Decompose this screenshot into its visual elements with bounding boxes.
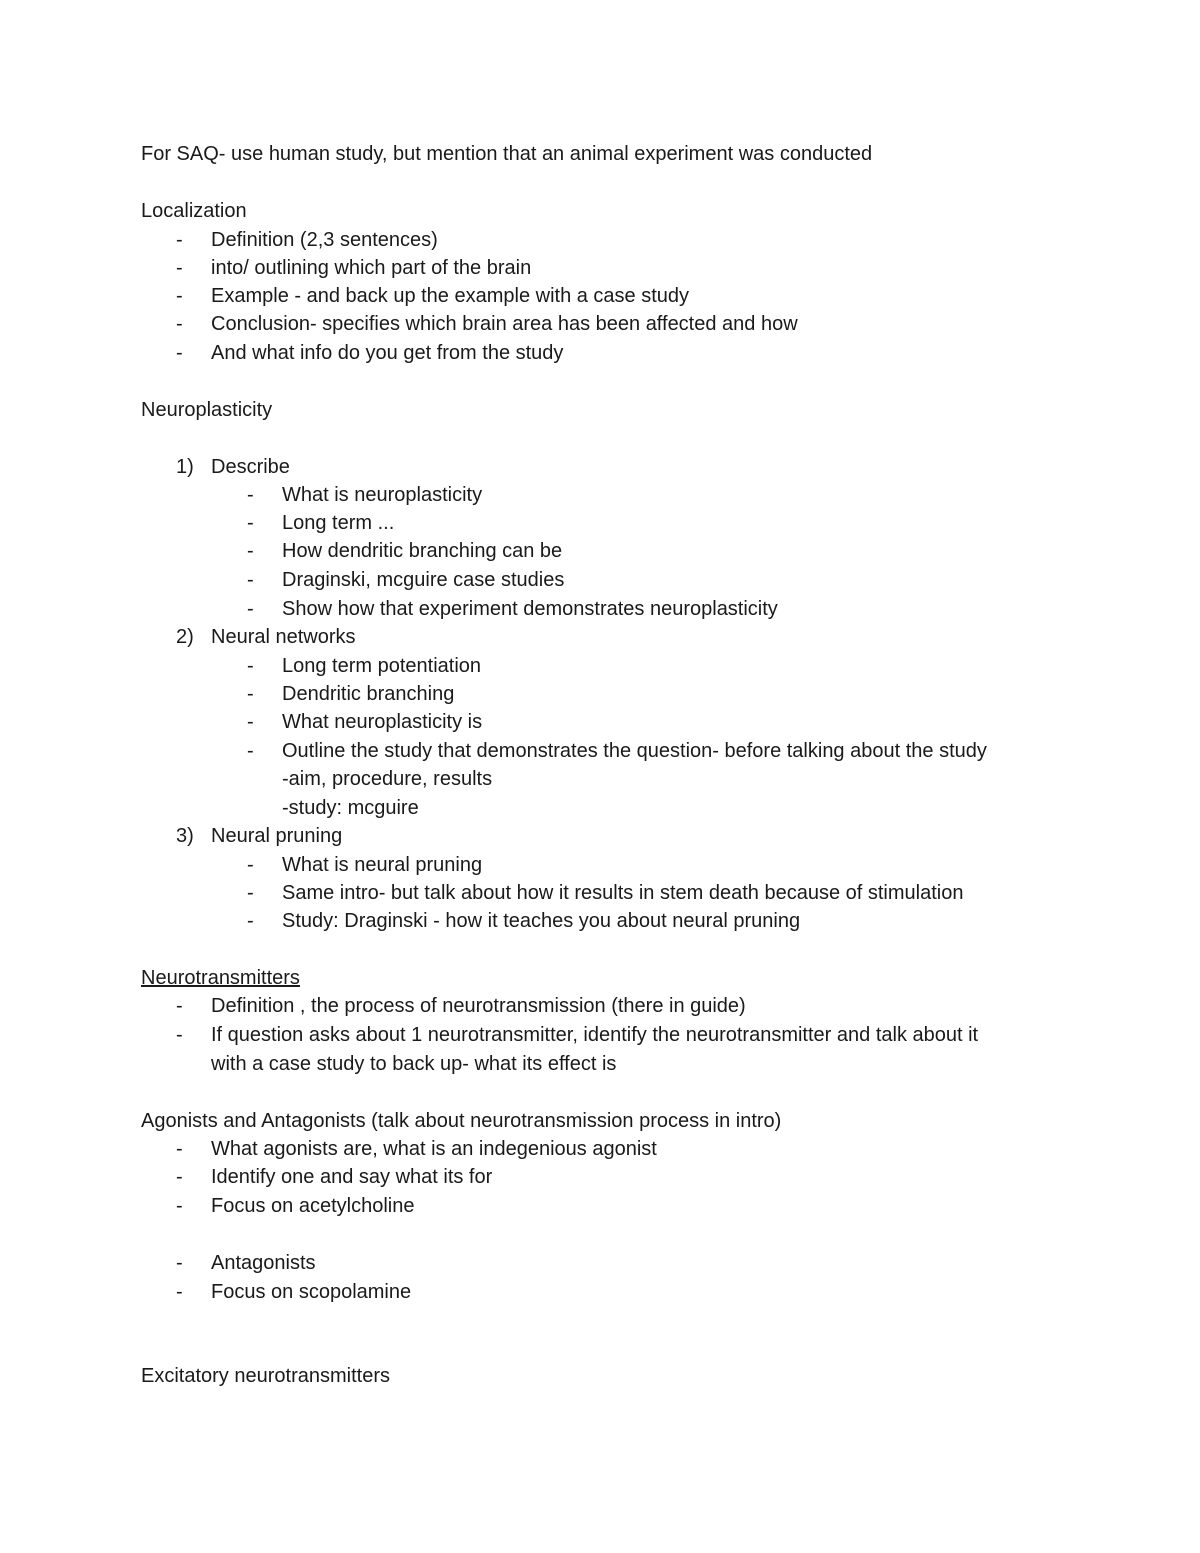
- list-item: What is neuroplasticity: [282, 484, 483, 506]
- section-title: Neural networks: [211, 626, 356, 648]
- list-item: Identify one and say what its for: [211, 1166, 493, 1188]
- bullet-dash: -: [247, 484, 254, 506]
- bullet-dash: -: [176, 1252, 183, 1274]
- bullet-dash: -: [176, 257, 183, 279]
- list-item: Definition (2,3 sentences): [211, 229, 438, 251]
- list-item: Outline the study that demonstrates the question- before talking about the study: [282, 740, 987, 762]
- bullet-dash: -: [176, 1024, 183, 1046]
- list-item: into/ outlining which part of the brain: [211, 257, 532, 279]
- list-item: Study: Draginski - how it teaches you about neural pruning: [282, 910, 801, 932]
- bullet-dash: -: [176, 995, 183, 1017]
- neurotransmitters-heading: Neurotransmitters: [141, 967, 300, 989]
- bullet-dash: -: [247, 683, 254, 705]
- bullet-dash: -: [247, 711, 254, 733]
- list-item: Conclusion- specifies which brain area has been affected and how: [211, 313, 798, 335]
- list-item: Focus on scopolamine: [211, 1281, 412, 1303]
- section-number: 2): [176, 626, 194, 648]
- list-item: Draginski, mcguire case studies: [282, 569, 565, 591]
- bullet-dash: -: [247, 910, 254, 932]
- localization-heading: Localization: [141, 200, 247, 222]
- bullet-dash: -: [247, 540, 254, 562]
- list-item: How dendritic branching can be: [282, 540, 563, 562]
- bullet-dash: -: [247, 512, 254, 534]
- list-item-continuation: -aim, procedure, results: [282, 768, 493, 790]
- bullet-dash: -: [176, 1281, 183, 1303]
- bullet-dash: -: [176, 285, 183, 307]
- list-item: Long term ...: [282, 512, 395, 534]
- bullet-dash: -: [176, 1195, 183, 1217]
- list-item: Show how that experiment demonstrates neuroplasticity: [282, 598, 778, 620]
- section-number: 3): [176, 825, 194, 847]
- list-item: Example - and back up the example with a case study: [211, 285, 690, 307]
- agonists-heading: Agonists and Antagonists (talk about neurotransmission process in intro): [141, 1110, 782, 1132]
- bullet-dash: -: [176, 229, 183, 251]
- list-item: What agonists are, what is an indegenious agonist: [211, 1138, 657, 1160]
- section-title: Neural pruning: [211, 825, 343, 847]
- list-item: Antagonists: [211, 1252, 316, 1274]
- bullet-dash: -: [176, 313, 183, 335]
- bullet-dash: -: [247, 598, 254, 620]
- list-item: And what info do you get from the study: [211, 342, 564, 364]
- intro-line: For SAQ- use human study, but mention that an animal experiment was conducted: [141, 143, 873, 165]
- list-item: Same intro- but talk about how it results in stem death because of stimulation: [282, 882, 964, 904]
- list-item: If question asks about 1 neurotransmitter, identify the neurotransmitter and talk about it: [211, 1024, 979, 1046]
- bullet-dash: -: [247, 854, 254, 876]
- list-item-continuation: with a case study to back up- what its effect is: [211, 1053, 617, 1075]
- bullet-dash: -: [176, 1166, 183, 1188]
- list-item: What neuroplasticity is: [282, 711, 483, 733]
- list-item: Focus on acetylcholine: [211, 1195, 415, 1217]
- list-item: Definition , the process of neurotransmission (there in guide): [211, 995, 746, 1017]
- bullet-dash: -: [247, 655, 254, 677]
- bullet-dash: -: [176, 1138, 183, 1160]
- excitatory-heading: Excitatory neurotransmitters: [141, 1365, 390, 1387]
- list-item: What is neural pruning: [282, 854, 483, 876]
- list-item: Dendritic branching: [282, 683, 455, 705]
- bullet-dash: -: [176, 342, 183, 364]
- list-item: Long term potentiation: [282, 655, 482, 677]
- section-number: 1): [176, 456, 194, 478]
- neuroplasticity-heading: Neuroplasticity: [141, 399, 273, 421]
- bullet-dash: -: [247, 740, 254, 762]
- list-item-continuation: -study: mcguire: [282, 797, 419, 819]
- section-title: Describe: [211, 456, 290, 478]
- bullet-dash: -: [247, 882, 254, 904]
- bullet-dash: -: [247, 569, 254, 591]
